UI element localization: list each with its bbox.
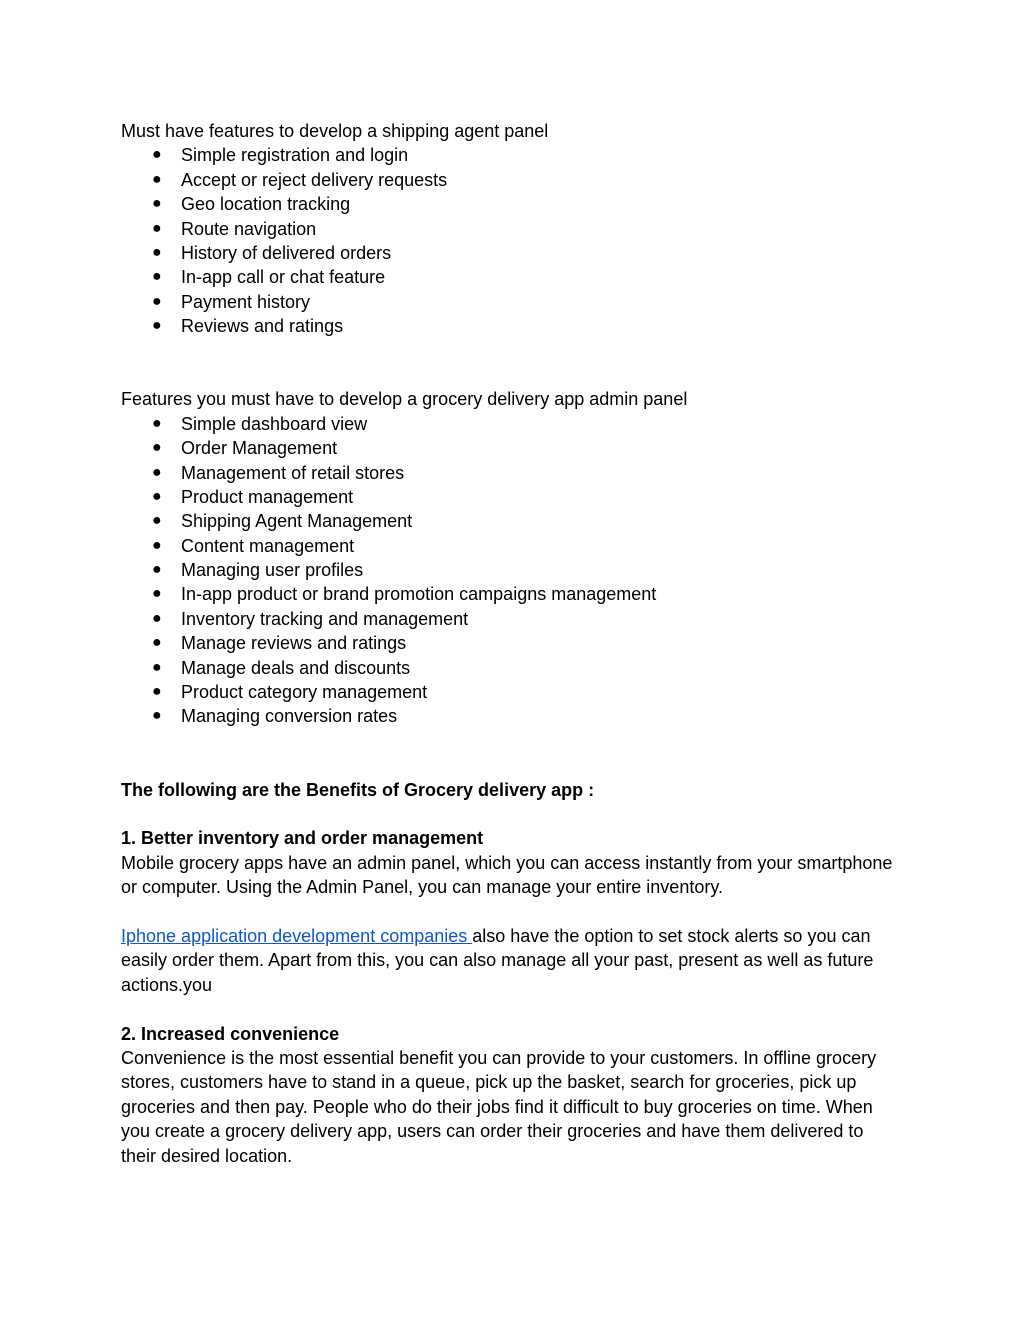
list-item-text: Managing user profiles (181, 560, 364, 581)
bullet-icon: ● (152, 683, 162, 701)
bullet-icon: ● (152, 170, 162, 188)
benefit1-paragraph-2-text: also have the option to set stock alerts so you can easily order them. Apart from this, you can also manage all your past, present as well as future actions.you (121, 926, 874, 995)
list-item (121, 168, 901, 192)
spacer (121, 997, 901, 1021)
section2-list (121, 412, 901, 729)
list-item (121, 509, 901, 533)
list-item (121, 558, 901, 582)
list-item (121, 680, 901, 704)
list-item-text: Reviews and ratings (181, 316, 344, 337)
list-item (121, 314, 901, 338)
section1-list (121, 143, 901, 338)
list-item (121, 631, 901, 655)
bullet-icon: ● (152, 634, 162, 652)
list-item-text: Simple dashboard view (181, 413, 368, 434)
bullet-icon: ● (152, 146, 162, 164)
list-item-text: Management of retail stores (181, 462, 405, 483)
benefit2-title: 2. Increased convenience (121, 1023, 340, 1044)
bullet-icon: ● (152, 707, 162, 725)
bullet-icon: ● (152, 317, 162, 335)
list-item (121, 241, 901, 265)
bullet-icon: ● (152, 219, 162, 237)
bullet-icon: ● (152, 487, 162, 505)
section1-heading: Must have features to develop a shipping agent panel (121, 121, 549, 141)
bullet-icon: ● (152, 561, 162, 579)
bullet-icon: ● (152, 512, 162, 530)
bullet-icon: ● (152, 585, 162, 603)
list-item-text: Manage reviews and ratings (181, 633, 407, 654)
section2-heading: Features you must have to develop a grocery delivery app admin panel (121, 389, 688, 410)
list-item-text: Inventory tracking and management (181, 608, 469, 629)
benefits-heading: The following are the Benefits of Grocery delivery app : (121, 779, 595, 800)
list-item (121, 461, 901, 485)
list-item (121, 290, 901, 314)
list-item-text: Order Management (181, 438, 338, 459)
list-item (121, 704, 901, 728)
list-item (121, 217, 901, 241)
bullet-icon: ● (152, 195, 162, 213)
list-item (121, 143, 901, 167)
list-item (121, 534, 901, 558)
bullet-icon: ● (152, 439, 162, 457)
list-item-text: Content management (181, 535, 355, 556)
spacer (121, 900, 901, 924)
list-item (121, 192, 901, 216)
list-item-text: Accept or reject delivery requests (181, 169, 448, 190)
list-item-text: Product category management (181, 682, 428, 703)
list-item-text: Simple registration and login (181, 145, 409, 166)
list-item-text: Route navigation (181, 218, 317, 239)
list-item (121, 265, 901, 289)
bullet-icon: ● (152, 536, 162, 554)
spacer (121, 339, 901, 388)
list-item-text: In-app product or brand promotion campaigns management (181, 584, 657, 605)
document-page (121, 119, 901, 1168)
list-item (121, 412, 901, 436)
list-item-text: Manage deals and discounts (181, 657, 411, 678)
iphone-development-link[interactable]: Iphone application development companies (121, 926, 473, 947)
bullet-icon: ● (152, 414, 162, 432)
list-item (121, 582, 901, 606)
list-item-text: In-app call or chat feature (181, 267, 386, 288)
benefit1-title: 1. Better inventory and order management (121, 828, 484, 849)
list-item (121, 607, 901, 631)
spacer (121, 729, 901, 778)
list-item (121, 436, 901, 460)
list-item-text: Payment history (181, 291, 311, 312)
bullet-icon: ● (152, 463, 162, 481)
bullet-icon: ● (152, 658, 162, 676)
benefit1-paragraph: Mobile grocery apps have an admin panel, which you can access instantly from your smartphone or computer. Using the Admin Panel, you can manage your entire inventory. (121, 852, 893, 898)
bullet-icon: ● (152, 268, 162, 286)
list-item-text: Geo location tracking (181, 194, 351, 215)
bullet-icon: ● (152, 609, 162, 627)
list-item-text: History of delivered orders (181, 242, 392, 263)
list-item-text: Shipping Agent Management (181, 511, 413, 532)
list-item-text: Managing conversion rates (181, 706, 398, 727)
benefit1-paragraph-2 (121, 924, 901, 997)
list-item-text: Product management (181, 486, 354, 507)
list-item (121, 656, 901, 680)
bullet-icon: ● (152, 243, 162, 261)
benefit2-paragraph: Convenience is the most essential benefit you can provide to your customers. In offline grocery stores, customers have to stand in a queue, pick up the basket, search for groceries, pick up groceries and then pay. People who do their jobs find it difficult to buy groceries on time. When you create a grocery delivery app, users can order their groceries and have them delivered to their desired location. (121, 1048, 877, 1166)
bullet-icon: ● (152, 292, 162, 310)
spacer (121, 802, 901, 826)
list-item (121, 485, 901, 509)
